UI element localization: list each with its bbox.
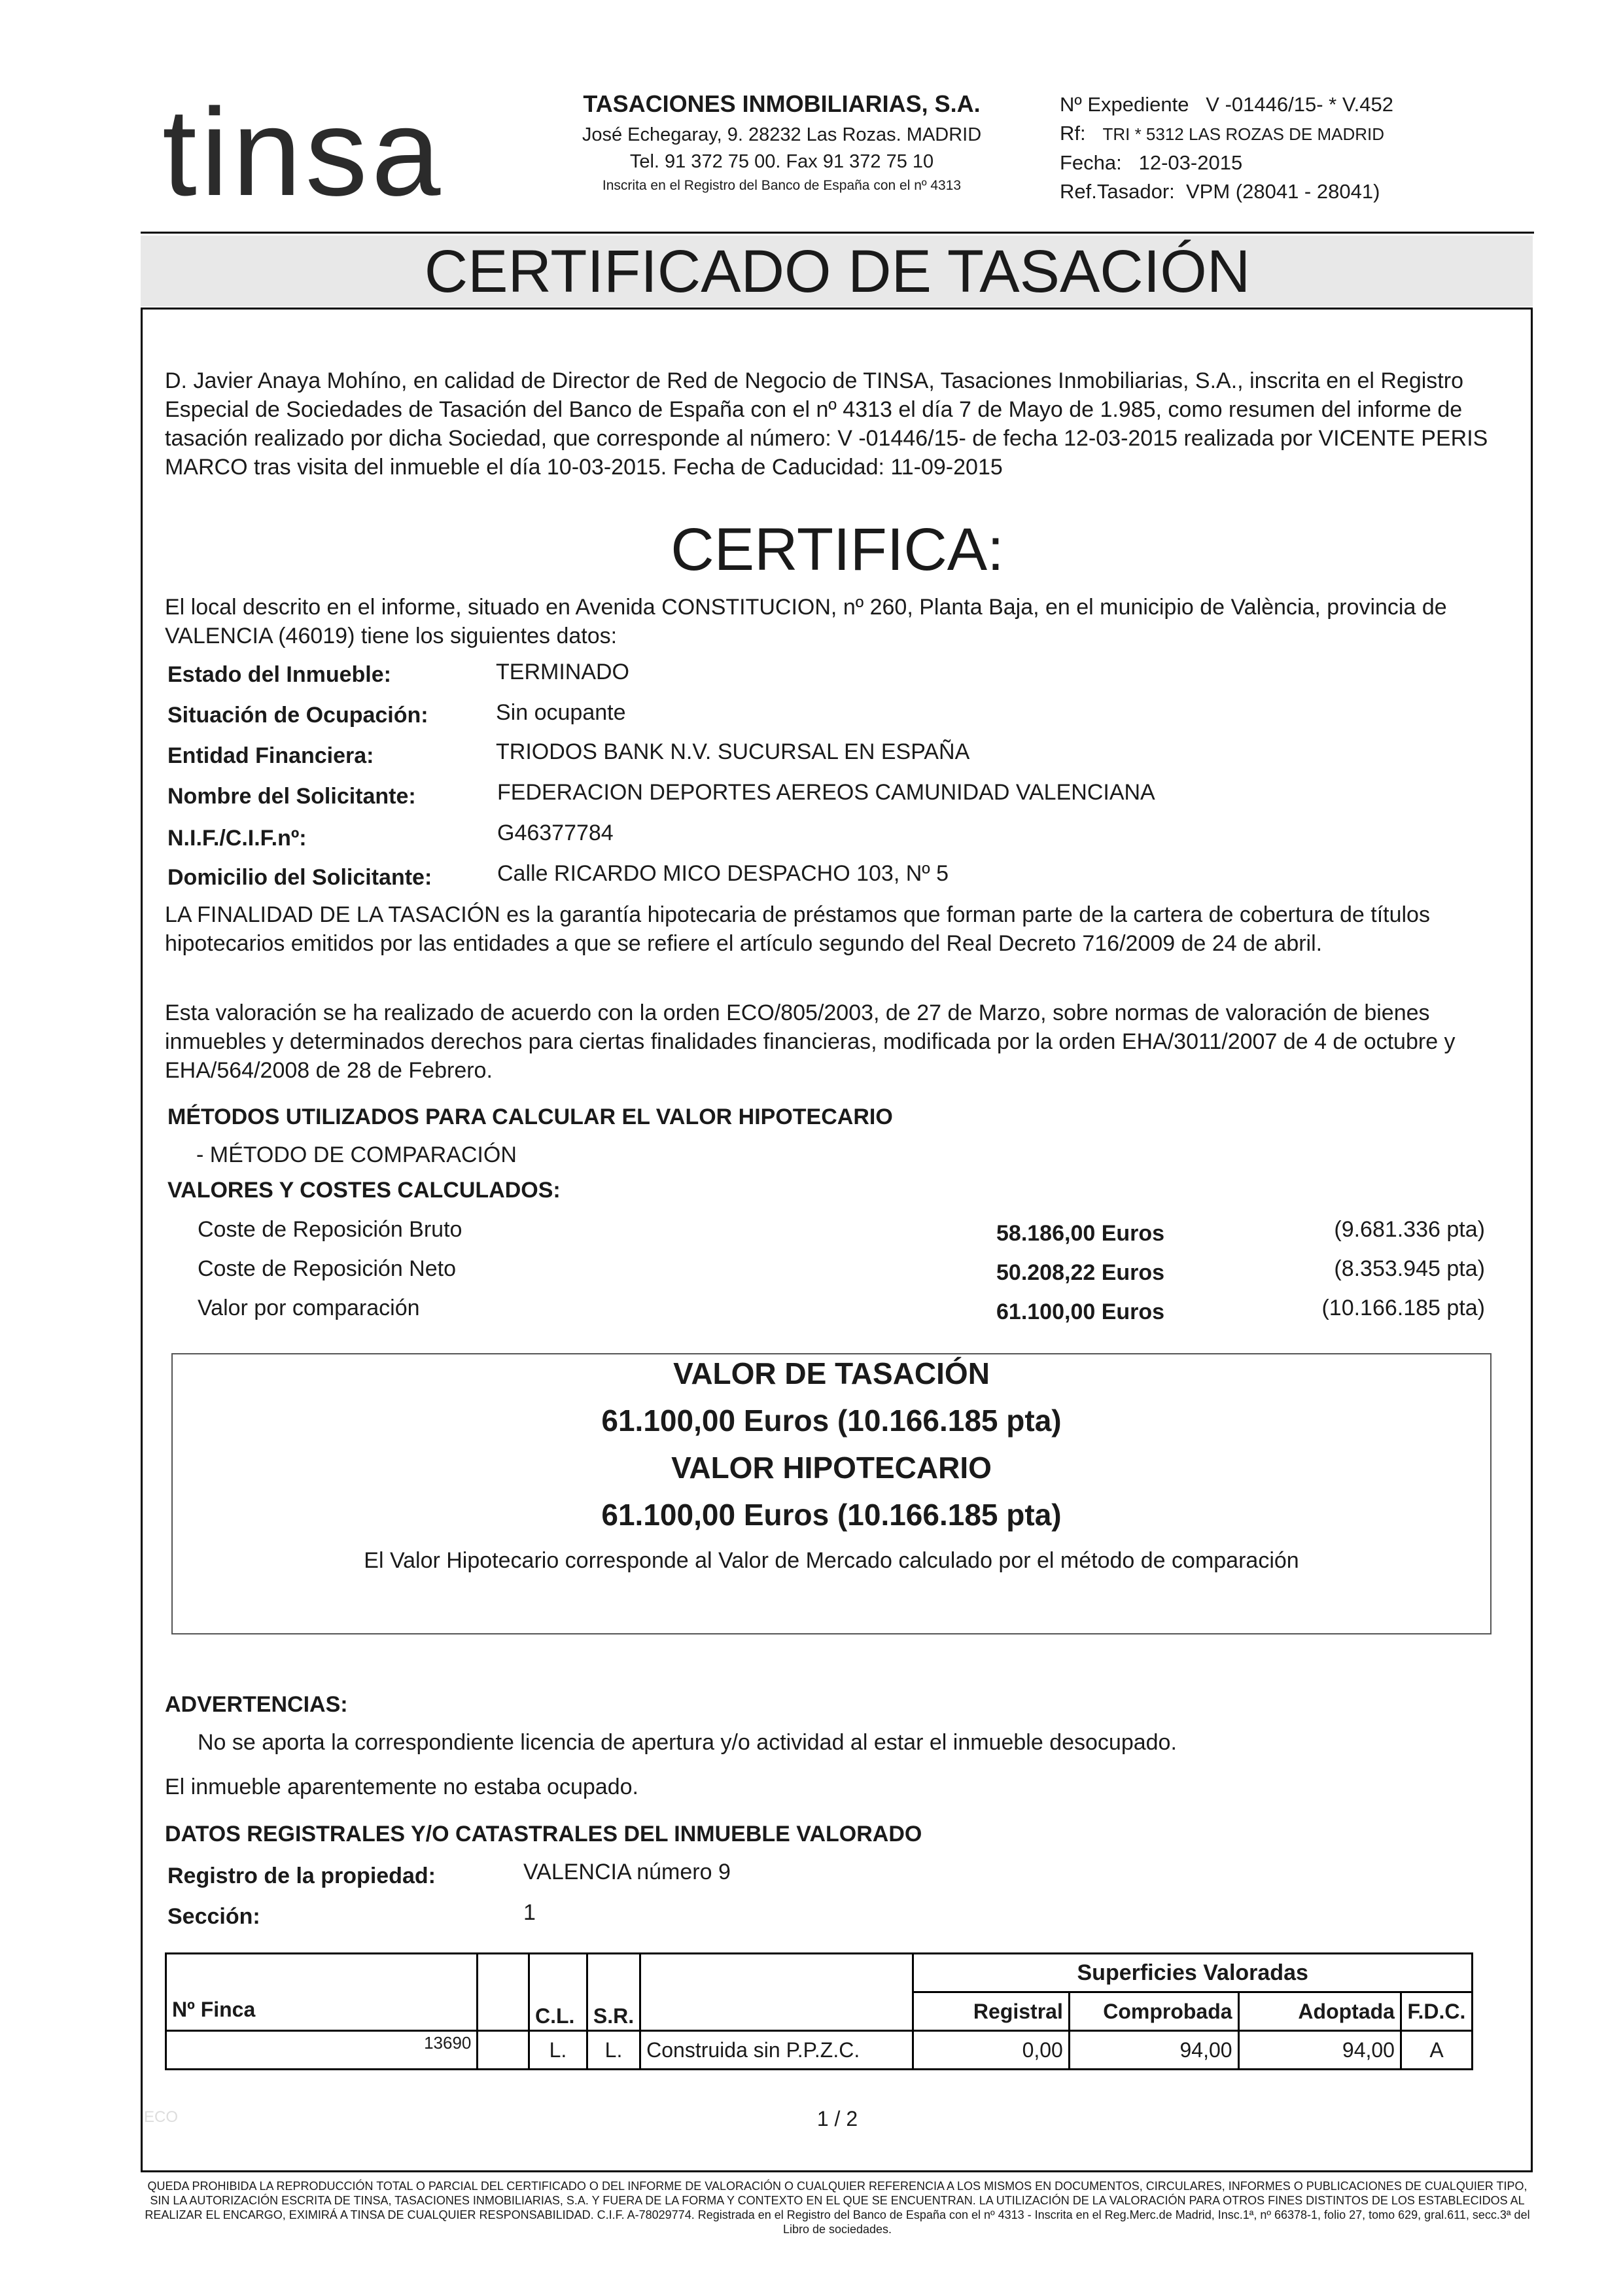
seccion-value: 1 bbox=[523, 1900, 536, 1925]
valor-hipotecario-title: VALOR HIPOTECARIO bbox=[671, 1451, 992, 1485]
registro-label: Registro de la propiedad: bbox=[167, 1863, 436, 1888]
company-address: José Echegaray, 9. 28232 Las Rozas. MADRID bbox=[582, 124, 982, 145]
registral-table bbox=[165, 1952, 1473, 2070]
estado-value: TERMINADO bbox=[496, 660, 629, 684]
tinsa-logo: tinsa bbox=[162, 83, 445, 222]
adoptada-cell: 94,00 bbox=[1238, 2031, 1401, 2070]
registral-header: Registral bbox=[913, 1992, 1069, 2031]
valor-hipotecario-value: 61.100,00 Euros (10.166.185 pta) bbox=[601, 1498, 1062, 1532]
rf-label: Rf: bbox=[1060, 122, 1086, 145]
blank-cell bbox=[478, 1954, 529, 2031]
legal-footer: QUEDA PROHIBIDA LA REPRODUCCIÓN TOTAL O PARCIAL DEL CERTIFICADO O DEL INFORME DE VALORACIÓN O CUALQUIER REFERENCIA A LOS MISMOS EN DOCUMENTOS, CIRCULARES, INFORMES O PUBLICACIONES DE CUALQUIER TIPO, SIN LA AUTORIZACIÓN ESCRITA DE TINSA, TASACIONES INMOBILIARIAS, S.A. Y FUERA DE LA FORMA Y CONTEXTO EN EL QUE SE ENCUENTRAN. LA UTILIZACIÓN DE LA VALORACIÓN PARA OTROS FINES DISTINTOS DE LOS ESTABLECIDOS AL REALIZAR EL ENCARGO, EXIMIRÁ A TINSA DE CUALQUIER RESPONSABILIDAD. C.I.F. A-78029774. Registrada en el Registro del Banco de España con el nº 4313 - Inscrita en el Reg.Merc.de Madrid, Insc.1ª, nº 66378-1, folio 27, tomo 629, gral.611, secc.3ª del Libro de sociedades. bbox=[145, 2180, 1530, 2236]
rf-value: TRI * 5312 LAS ROZAS DE MADRID bbox=[1102, 124, 1385, 144]
valor-label-comparacion: Valor por comparación bbox=[198, 1296, 420, 1320]
metodo-item: - MÉTODO DE COMPARACIÓN bbox=[196, 1142, 517, 1167]
domicilio-value: Calle RICARDO MICO DESPACHO 103, Nº 5 bbox=[497, 861, 949, 886]
expediente-label: Nº Expediente bbox=[1060, 93, 1189, 116]
advertencias-title: ADVERTENCIAS: bbox=[165, 1692, 348, 1717]
valor-label-bruto: Coste de Reposición Bruto bbox=[198, 1217, 462, 1242]
cl-cell: L. bbox=[529, 2031, 587, 2070]
tasador-value: VPM (28041 - 28041) bbox=[1186, 180, 1380, 203]
expediente-value: V -01446/15- * V.452 bbox=[1206, 93, 1393, 116]
advertencia-2: El inmueble aparentemente no estaba ocupado. bbox=[165, 1775, 638, 1799]
finca-cell: 13690 bbox=[166, 2031, 478, 2070]
nif-value: G46377784 bbox=[497, 821, 614, 845]
nif-label: N.I.F./C.I.F.nº: bbox=[167, 826, 307, 851]
company-name: TASACIONES INMOBILIARIAS, S.A. bbox=[583, 90, 981, 117]
company-registry: Inscrita en el Registro del Banco de España con el nº 4313 bbox=[602, 178, 962, 193]
registrales-title: DATOS REGISTRALES Y/O CATASTRALES DEL INMUEBLE VALORADO bbox=[165, 1822, 922, 1846]
sr-cell: L. bbox=[587, 2031, 640, 2070]
registro-value: VALENCIA número 9 bbox=[523, 1860, 731, 1884]
company-phone: Tel. 91 372 75 00. Fax 91 372 75 10 bbox=[629, 151, 934, 172]
valor-pta-comparacion: (10.166.185 pta) bbox=[1321, 1296, 1485, 1320]
table-row bbox=[166, 2031, 1473, 2070]
local-description: El local descrito en el informe, situado en Avenida CONSTITUCION, nº 260, Planta Baja, en el municipio de València, provincia de VALENCIA (46019) tiene los siguientes datos: bbox=[165, 595, 1447, 648]
valor-pta-neto: (8.353.945 pta) bbox=[1334, 1256, 1485, 1281]
finca-header: Nº Finca bbox=[166, 1954, 478, 2031]
comprobada-cell: 94,00 bbox=[1069, 2031, 1238, 2070]
valores-title: VALORES Y COSTES CALCULADOS: bbox=[167, 1178, 561, 1203]
valor-note: El Valor Hipotecario corresponde al Valor de Mercado calculado por el método de comparación bbox=[364, 1548, 1299, 1573]
certifica-heading: CERTIFICA: bbox=[671, 516, 1004, 583]
valor-euros-comparacion: 61.100,00 Euros bbox=[996, 1299, 1165, 1324]
fdc-cell: A bbox=[1401, 2031, 1472, 2070]
fecha-value: 12-03-2015 bbox=[1138, 151, 1243, 174]
superficies-header: Superficies Valoradas bbox=[913, 1954, 1473, 1992]
ocupacion-label: Situación de Ocupación: bbox=[167, 703, 428, 728]
company-block bbox=[523, 90, 1040, 194]
entidad-label: Entidad Financiera: bbox=[167, 743, 374, 768]
entidad-value: TRIODOS BANK N.V. SUCURSAL EN ESPAÑA bbox=[496, 739, 970, 764]
ocupacion-value: Sin ocupante bbox=[496, 700, 626, 725]
solicitante-label: Nombre del Solicitante: bbox=[167, 784, 416, 809]
valor-pta-bruto: (9.681.336 pta) bbox=[1334, 1217, 1485, 1242]
intro-paragraph: D. Javier Anaya Mohíno, en calidad de Director de Red de Negocio de TINSA, Tasaciones Inmobiliarias, S.A., inscrita en el Registro Especial de Sociedades de Tasación del Banco de España con el nº 4313 el día 7 de Mayo de 1.985, como resumen del informe de tasación realizado por dicha Sociedad, que corresponde al número: V -01446/15- de fecha 12-03-2015 realizada por VICENTE PERIS MARCO tras visita del inmueble el día 10-03-2015. Fecha de Caducidad: 11-09-2015 bbox=[165, 368, 1488, 480]
header-divider bbox=[141, 232, 1534, 234]
tasador-label: Ref.Tasador: bbox=[1060, 180, 1175, 203]
valor-euros-bruto: 58.186,00 Euros bbox=[996, 1221, 1165, 1246]
desc-cell: Construida sin P.P.Z.C. bbox=[640, 2031, 913, 2070]
finalidad-paragraph: LA FINALIDAD DE LA TASACIÓN es la garantía hipotecaria de préstamos que forman parte de la cartera de cobertura de títulos hipotecarios emitidos por las entidades a que se refiere el artículo segundo del Real Decreto 716/2009 de 24 de abril. bbox=[165, 902, 1430, 956]
desc-header bbox=[640, 1954, 913, 2031]
domicilio-label: Domicilio del Solicitante: bbox=[167, 865, 432, 890]
metodos-title: MÉTODOS UTILIZADOS PARA CALCULAR EL VALOR HIPOTECARIO bbox=[167, 1104, 893, 1129]
fecha-label: Fecha: bbox=[1060, 151, 1122, 174]
page-number: 1 / 2 bbox=[816, 2107, 858, 2130]
valor-tasacion-title: VALOR DE TASACIÓN bbox=[673, 1356, 990, 1390]
fdc-header: F.D.C. bbox=[1401, 1992, 1472, 2031]
valor-box bbox=[171, 1353, 1492, 1634]
valor-label-neto: Coste de Reposición Neto bbox=[198, 1256, 457, 1281]
sr-header: S.R. bbox=[587, 1954, 640, 2031]
solicitante-value: FEDERACION DEPORTES AEREOS CAMUNIDAD VALENCIANA bbox=[497, 780, 1155, 805]
expediente-block bbox=[1060, 90, 1393, 206]
comprobada-header: Comprobada bbox=[1069, 1992, 1238, 2031]
cl-header: C.L. bbox=[529, 1954, 587, 2031]
estado-label: Estado del Inmueble: bbox=[167, 662, 391, 687]
blank-cell bbox=[478, 2031, 529, 2070]
document-title: CERTIFICADO DE TASACIÓN bbox=[424, 238, 1251, 305]
valoracion-paragraph: Esta valoración se ha realizado de acuerdo con la orden ECO/805/2003, de 27 de Marzo, sobre normas de valoración de bienes inmuebles y determinados derechos para ciertas finalidades financieras, modificada por la orden EHA/3011/2007 de 4 de octubre y EHA/564/2008 de 28 de Febrero. bbox=[165, 1000, 1456, 1083]
advertencia-1: No se aporta la correspondiente licencia de apertura y/o actividad al estar el inmueble desocupado. bbox=[198, 1730, 1177, 1755]
seccion-label: Sección: bbox=[167, 1904, 260, 1929]
valor-euros-neto: 50.208,22 Euros bbox=[996, 1260, 1165, 1285]
registral-cell: 0,00 bbox=[913, 2031, 1069, 2070]
valor-tasacion-value: 61.100,00 Euros (10.166.185 pta) bbox=[601, 1404, 1062, 1438]
eco-watermark: ECO bbox=[144, 2108, 179, 2126]
adoptada-header: Adoptada bbox=[1238, 1992, 1401, 2031]
